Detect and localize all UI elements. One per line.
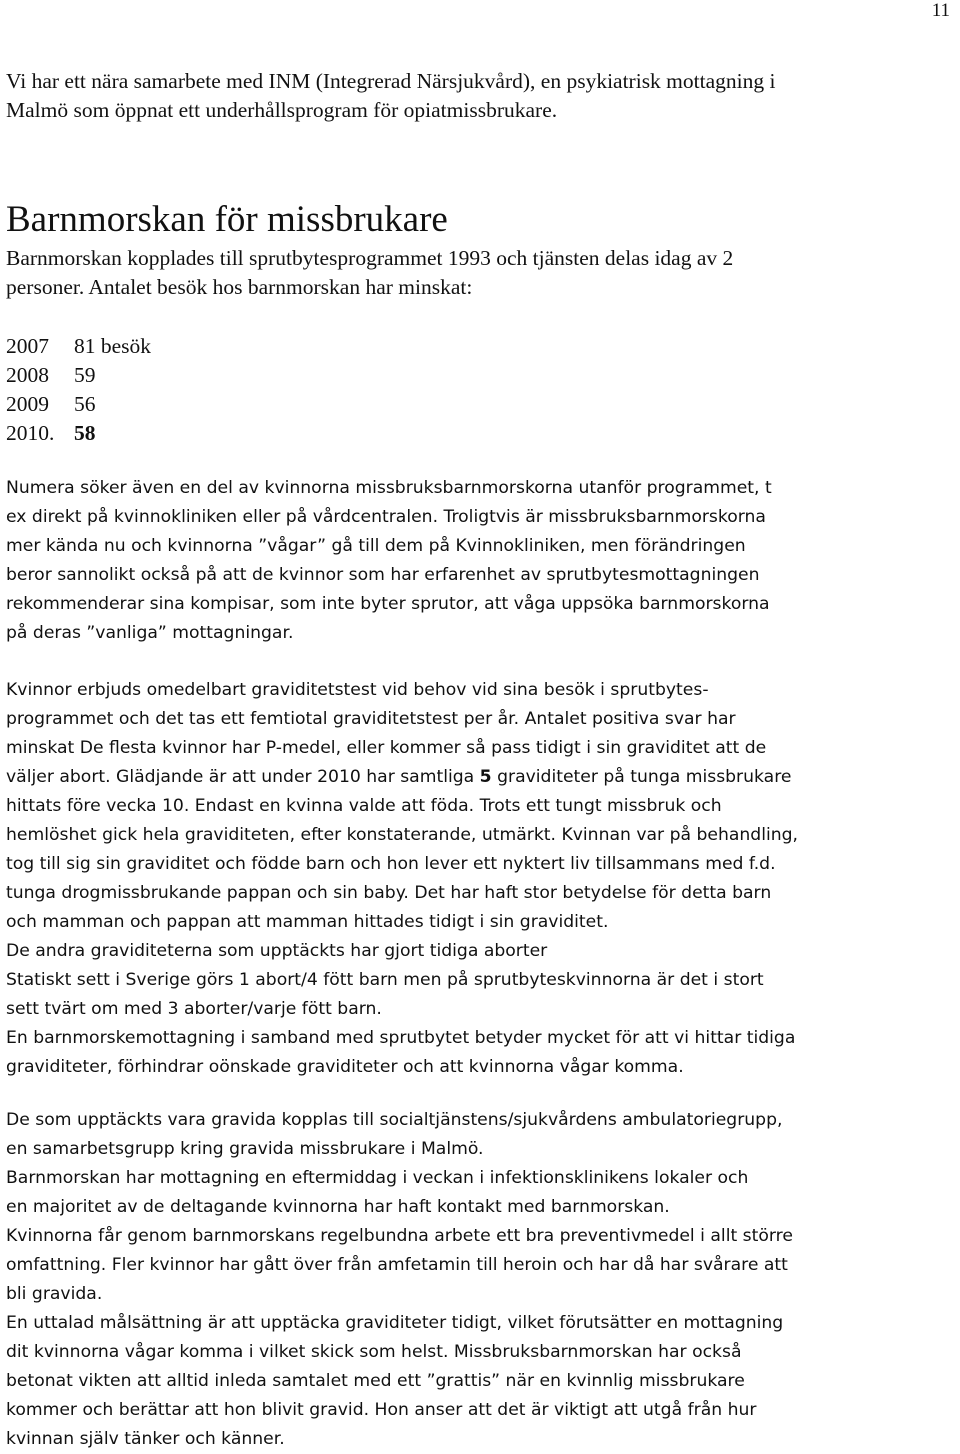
section-intro-line: Barnmorskan kopplades till sprutbytesprogrammet 1993 och tjänsten delas idag av 2 [6,246,734,270]
visit-count: 58 [74,421,96,445]
body-line: på deras ”vanliga” mottagningar. [6,623,294,643]
intro-paragraph [6,67,956,125]
body-line: graviditeter, förhindrar oönskade graviditeter och att kvinnorna vågar komma. [6,1057,684,1077]
body-line: hittats före vecka 10. Endast en kvinna valde att föda. Trots ett tungt missbruk och [6,796,722,816]
visit-count: 56 [74,392,96,416]
section-intro-line: personer. Antalet besök hos barnmorskan har minskat: [6,275,473,299]
body-line: Kvinnorna får genom barnmorskans regelbundna arbete ett bra preventivmedel i allt större [6,1226,793,1246]
body-line: En barnmorskemottagning i samband med sprutbytet betyder mycket för att vi hittar tidiga [6,1028,796,1048]
visit-year: 2008 [6,363,49,387]
body-line: en majoritet av de deltagande kvinnorna har haft kontakt med barnmorskan. [6,1197,670,1217]
body-line: ex direkt på kvinnokliniken eller på vårdcentralen. Troligtvis är missbruksbarnmorskorna [6,507,766,527]
body-line: programmet och det tas ett femtiotal graviditetstest per år. Antalet positiva svar har [6,709,736,729]
paragraph-ambulatory-group [6,1106,956,1454]
body-line: En uttalad målsättning är att upptäcka graviditeter tidigt, vilket förutsätter en mottagning [6,1313,784,1333]
paragraph-outside-program [6,474,956,648]
body-line: omfattning. Fler kvinnor har gått över från amfetamin till heroin och har då har svårare att [6,1255,788,1275]
body-line: mer kända nu och kvinnorna ”vågar” gå till dem på Kvinnokliniken, men förändringen [6,536,746,556]
body-line: tunga drogmissbrukande pappan och sin baby. Det har haft stor betydelse för detta barn [6,883,772,903]
visit-year: 2007 [6,334,49,358]
body-line: hemlöshet gick hela graviditeten, efter konstaterande, utmärkt. Kvinnan var på behandling, [6,825,799,845]
bold-count: 5 [479,767,492,787]
body-line: tog till sig sin graviditet och födde barn och hon lever ett nyktert liv tillsammans med f.d. [6,854,776,874]
intro-line: Malmö som öppnat ett underhållsprogram för opiatmissbrukare. [6,98,558,122]
intro-line: Vi har ett nära samarbete med INM (Integrerad Närsjukvård), en psykiatrisk mottagning i [6,69,776,93]
page-number: 11 [931,0,950,21]
body-line: betonat vikten att alltid inleda samtalet med ett ”grattis” när en kvinnlig missbrukare [6,1371,745,1391]
body-line: Statiskt sett i Sverige görs 1 abort/4 fött barn men på sprutbyteskvinnorna är det i stort [6,970,764,990]
body-line: rekommenderar sina kompisar, som inte byter sprutor, att våga uppsöka barnmorskorna [6,594,770,614]
body-line: minskat De flesta kvinnor har P-medel, eller kommer så pass tidigt i sin graviditet att de [6,738,767,758]
body-text: graviditeter på tunga missbrukare [491,767,792,787]
visit-count: 59 [74,363,96,387]
visit-row [6,361,151,390]
visit-count: 81 besök [74,334,152,358]
body-line: Barnmorskan har mottagning en eftermiddag i veckan i infektionsklinikens lokaler och [6,1168,749,1188]
visit-row [6,390,151,419]
visit-row [6,332,151,361]
body-line: beror sannolikt också på att de kvinnor som har erfarenhet av sprutbytesmottagningen [6,565,760,585]
body-line: De andra graviditeterna som upptäckts har gjort tidiga aborter [6,941,548,961]
section-heading: Barnmorskan för missbrukare [6,199,448,240]
body-line: dit kvinnorna vågar komma i vilket skick som helst. Missbruksbarnmorskan har också [6,1342,742,1362]
visit-list [6,332,151,448]
visit-year: 2009 [6,392,49,416]
body-line: De som upptäckts vara gravida kopplas till socialtjänstens/sjukvårdens ambulatoriegrupp, [6,1110,783,1130]
visit-row [6,419,151,448]
body-line: sett tvärt om med 3 aborter/varje fött barn. [6,999,382,1019]
body-line: bli gravida. [6,1284,103,1304]
visit-year: 2010. [6,421,55,445]
body-line: en samarbetsgrupp kring gravida missbrukare i Malmö. [6,1139,484,1159]
body-text: väljer abort. Glädjande är att under 2010 har samtliga [6,767,480,787]
paragraph-pregnancy-tests [6,676,956,1082]
body-line: Numera söker även en del av kvinnorna missbruksbarnmorskorna utanför programmet, t [6,478,772,498]
body-line [6,763,956,792]
section-intro-paragraph [6,244,956,302]
body-line: Kvinnor erbjuds omedelbart graviditetstest vid behov vid sina besök i sprutbytes- [6,680,709,700]
body-line: kommer och berättar att hon blivit gravid. Hon anser att det är viktigt att utgå från hur [6,1400,757,1420]
body-line: och mamman och pappan att mamman hittades tidigt i sin graviditet. [6,912,609,932]
body-line: kvinnan själv tänker och känner. [6,1429,285,1449]
